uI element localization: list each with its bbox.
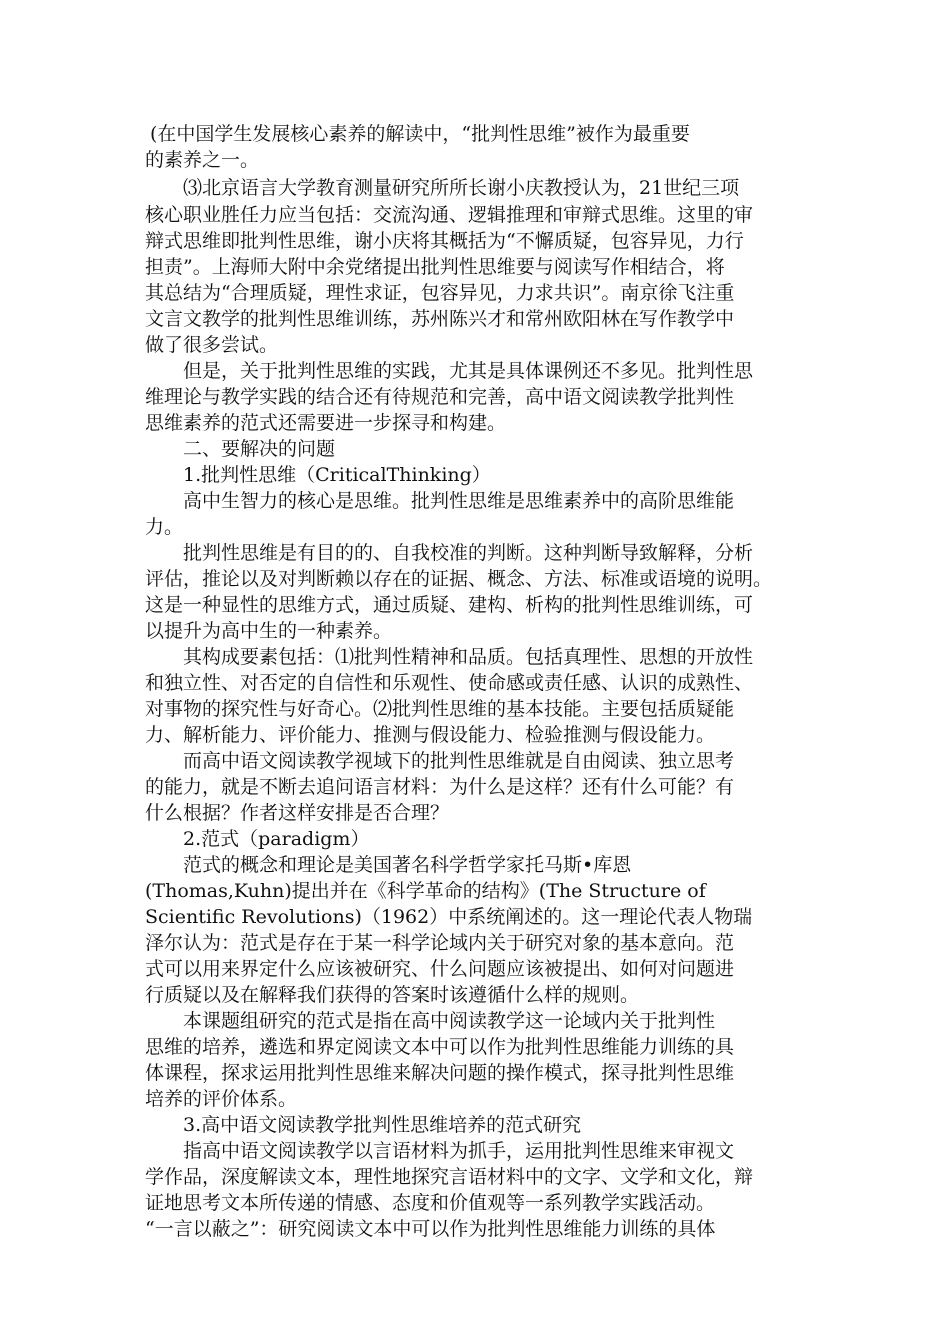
- subsection-heading: 2.范式（paradigm）: [183, 828, 370, 850]
- text-line: 什么根据？作者这样安排是否合理？: [145, 802, 450, 824]
- text-line: 行质疑以及在解释我们获得的答案时该遵循什么样的规则。: [145, 984, 640, 1006]
- text-line: (Thomas,Kuhn)提出并在《科学革命的结构》(The Structure of: [145, 880, 706, 902]
- text-line: 思维素养的范式还需要进一步探寻和构建。: [145, 412, 507, 434]
- text-line: 范式的概念和理论是美国著名科学哲学家托马斯•库恩: [183, 854, 632, 876]
- text-line: (在中国学生发展核心素养的解读中，“批判性思维”被作为最重要: [150, 123, 690, 145]
- text-line: 式可以用来界定什么应该被研究、什么问题应该被提出、如何对问题进: [145, 958, 735, 980]
- text-line: 维理论与教学实践的结合还有待规范和完善，高中语文阅读教学批判性: [145, 386, 735, 408]
- text-line: 对事物的探究性与好奇心。⑵批判性思维的基本技能。主要包括质疑能: [145, 698, 735, 720]
- subsection-heading: 1.批判性思维（CriticalThinking）: [183, 464, 491, 486]
- text-line: 核心职业胜任力应当包括：交流沟通、逻辑推理和审辩式思维。这里的审: [145, 204, 754, 226]
- text-line: 思维的培养，遴选和界定阅读文本中可以作为批判性思维能力训练的具: [145, 1036, 735, 1058]
- text-line: 培养的评价体系。: [145, 1088, 298, 1110]
- text-line: 而高中语文阅读教学视域下的批判性思维就是自由阅读、独立思考: [183, 750, 735, 772]
- text-line: 高中生智力的核心是思维。批判性思维是思维素养中的高阶思维能: [183, 490, 735, 512]
- text-line: 做了很多尝试。: [145, 334, 279, 356]
- text-line: ⑶北京语言大学教育测量研究所所长谢小庆教授认为，21世纪三项: [183, 177, 740, 199]
- text-line: 的素养之一。: [145, 149, 260, 171]
- text-line: 力、解析能力、评价能力、推测与假设能力、检验推测与假设能力。: [145, 724, 716, 746]
- text-line: 文言文教学的批判性思维训练，苏州陈兴才和常州欧阳林在写作教学中: [145, 308, 735, 330]
- text-line: Scientific Revolutions)（1962）中系统阐述的。这一理论代表人物瑞: [145, 906, 753, 928]
- subsection-heading: 3.高中语文阅读教学批判性思维培养的范式研究: [183, 1114, 582, 1136]
- text-line: 评估，推论以及对判断赖以存在的证据、概念、方法、标准或语境的说明。: [145, 568, 773, 590]
- text-line: 这是一种显性的思维方式，通过质疑、建构、析构的批判性思维训练，可: [145, 594, 754, 616]
- text-line: 泽尔认为：范式是存在于某一科学论域内关于研究对象的基本意向。范: [145, 932, 735, 954]
- text-line: 以提升为高中生的一种素养。: [145, 620, 393, 642]
- text-line: “一言以蔽之”：研究阅读文本中可以作为批判性思维能力训练的具体: [145, 1218, 716, 1240]
- text-line: 但是，关于批判性思维的实践，尤其是具体课例还不多见。批判性思: [183, 360, 754, 382]
- text-line: 体课程，探求运用批判性思维来解决问题的操作模式，探寻批判性思维: [145, 1062, 735, 1084]
- text-line: 和独立性、对否定的自信性和乐观性、使命感或责任感、认识的成熟性、: [145, 672, 754, 694]
- section-heading: 二、要解决的问题: [183, 438, 336, 460]
- text-line: 批判性思维是有目的的、自我校准的判断。这种判断导致解释，分析: [183, 542, 754, 564]
- text-line: 辩式思维即批判性思维，谢小庆将其概括为“不懈质疑，包容异见，力行: [145, 230, 744, 252]
- text-line: 的能力，就是不断去追问语言材料：为什么是这样？还有什么可能？有: [145, 776, 735, 798]
- text-line: 力。: [145, 516, 184, 538]
- text-line: 其总结为“合理质疑，理性求证，包容异见，力求共识”。南京徐飞注重: [145, 282, 735, 304]
- text-line: 其构成要素包括：⑴批判性精神和品质。包括真理性、思想的开放性: [183, 646, 754, 668]
- text-line: 证地思考文本所传递的情感、态度和价值观等一系列教学实践活动。: [145, 1192, 716, 1214]
- text-line: 担责”。上海师大附中余党绪提出批判性思维要与阅读写作相结合，将: [145, 256, 725, 278]
- text-line: 学作品，深度解读文本，理性地探究言语材料中的文字、文学和文化，辩: [145, 1166, 754, 1188]
- text-line: 指高中语文阅读教学以言语材料为抓手，运用批判性思维来审视文: [183, 1140, 735, 1162]
- text-line: 本课题组研究的范式是指在高中阅读教学这一论域内关于批判性: [183, 1010, 716, 1032]
